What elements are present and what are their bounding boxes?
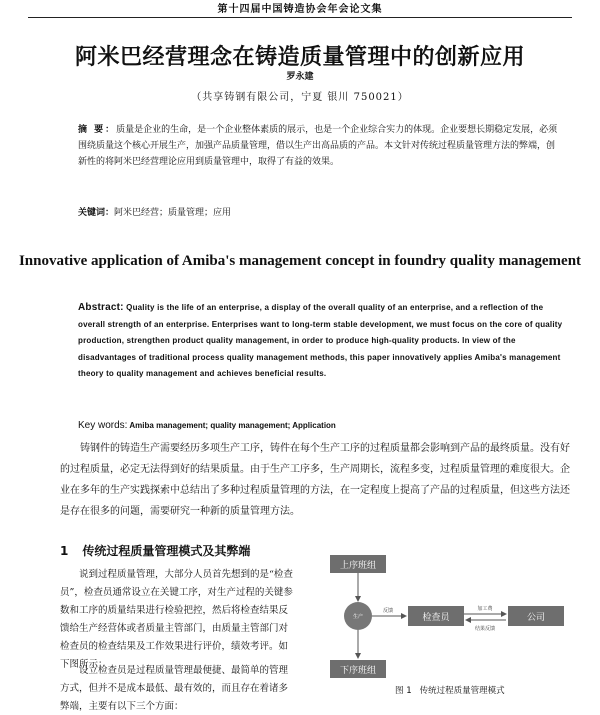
figure-caption [395,684,505,696]
intro-paragraph: 铸钢件的铸造生产需要经历多项生产工序，铸件在每个生产工序的过程质量都会影响到产品的最终质量。没有好的过程质量，必定无法得到好的结果质量。由于生产工序多，生产周期长，流程多变，过程质量管理的难度很大。企业在多年的生产实践探索中总结出了多种过程质量管理的方法，在一定程度上提高了产品的过程质量，但这些方法还是存在很多的问题，需要研究一种新的质量管理方法。 [60,443,570,517]
section-heading [60,542,250,559]
feedback-label: 反馈 [382,608,394,614]
process-diagram [310,548,570,698]
abstract-en-label: Abstract: [78,302,124,313]
upstream-team-label: 上序班组 [339,561,377,571]
keywords-cn-label: 关键词： [78,208,115,218]
abstract-en-text: Quality is the life of an enterprise, a display of the overall quality of an enterprise, and a reflection of the overall strength of an enterprise. Enterprises want to long-term stable development, we must focus on the core of quality production, strengthen product quality management, in order to produce high-quality products. In view of the disadvantages of traditional process quality management methods, this paper innovatively applies Amiba's management theory to quality management and achieves beneficial results. [78,303,563,378]
abstract-cn [78,122,562,170]
affiliation: （共享铸钢有限公司，宁夏 银川 750021） [191,92,409,103]
keywords-cn [78,205,562,218]
section-number: 1 [60,544,69,558]
keywords-en [78,420,566,431]
section-paragraph-2: 设立检查员是过程质量管理最便捷、最简单的管理方式，但并不是成本最低、最有效的，而且存在着诸多弊端，主要有以下三个方面： [60,665,289,712]
paper-title: 阿米巴经营理念在铸造质量管理中的创新应用 [74,44,525,70]
work-fee-label: 加工费 [477,606,493,612]
abstract-cn-text: 质量是企业的生命，是一个企业整体素质的展示，也是一个企业综合实力的体现。企业要想长期稳定发展，必须围绕质量这个核心开展生产，加强产品质量管理，借以生产出高品质的产品。本文针对传统过程质量管理方法的弊端，创新性的将阿米巴经营理论应用到质量管理中，取得了有益的效果。 [78,125,558,167]
section-paragraph-1: 说到过程质量管理，大部分人员首先想到的是“检查员”，检查员通常设立在关键工序，对生产过程的关键参数和工序的质量结果进行检验把控，然后将检查结果反馈给生产经营体或者质量主管部门，由质量主管部门对检查员的检查结果及工作效果进行评价，绩效考评。如下图所示： [60,569,293,670]
keywords-en-label: Key words: [78,420,128,431]
abstract-cn-label: 摘 要： [78,125,117,135]
section-title: 传统过程质量管理模式及其弊端 [82,544,251,558]
figure-number: 图 1 [395,686,412,696]
figure-caption-text: 传统过程质量管理模式 [419,686,505,696]
author: 罗永建 [286,72,314,82]
company-label: 公司 [526,613,546,623]
result-feedback-label: 结果反馈 [474,626,496,632]
downstream-team-label: 下序班组 [339,666,377,676]
core-node-label: 生产 [352,614,364,620]
running-header: 第十四届中国铸造协会年会论文集 [217,4,383,15]
english-title: Innovative application of Amiba's management concept in foundry quality management [18,253,582,269]
abstract-en [78,300,566,383]
inspector-label: 检查员 [422,613,450,623]
header-rule [28,17,572,18]
keywords-cn-text: 阿米巴经营；质量管理；应用 [114,208,232,218]
keywords-en-text: Amiba management; quality management; Application [129,421,336,430]
